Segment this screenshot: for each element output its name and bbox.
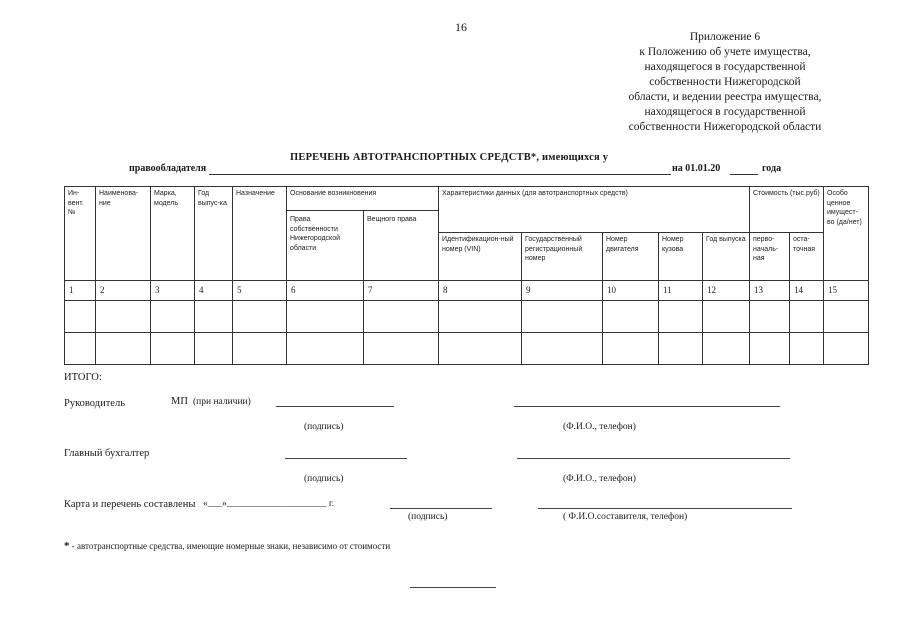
- accountant-fio-caption: (Ф.И.О., телефон): [563, 474, 636, 484]
- column-number: 7: [364, 281, 439, 301]
- table-row: [65, 333, 869, 365]
- header-cost-residual: оста-точная: [790, 233, 824, 281]
- stamp-note: (при наличии): [193, 397, 251, 407]
- compiled-label: Карта и перечень составлены: [64, 499, 196, 510]
- column-number: 1: [65, 281, 96, 301]
- header-cost: Стоимость (тыс.руб): [750, 187, 824, 233]
- footnote-marker: *: [64, 540, 70, 552]
- head-fio-line: [514, 406, 780, 407]
- header-body-number: Номер кузова: [659, 233, 703, 281]
- column-number: 5: [233, 281, 287, 301]
- appendix-line: находящегося в государственной: [644, 106, 806, 118]
- header-cost-initial: перво-началь-ная: [750, 233, 790, 281]
- accountant-label: Главный бухгалтер: [64, 448, 150, 459]
- page-number: 16: [455, 20, 467, 34]
- column-number: 2: [96, 281, 151, 301]
- date-fill-line: [730, 174, 758, 175]
- head-signature-line: [276, 406, 394, 407]
- column-number: 13: [750, 281, 790, 301]
- header-especially-valuable: Особо ценное имущест-во (да/нет): [824, 187, 869, 281]
- header-basis: Основание возникновения: [287, 187, 439, 211]
- column-number: 3: [151, 281, 195, 301]
- header-inventory-number: Ин-вент. №: [65, 187, 96, 281]
- compiled-date: «___»_____________________ г.: [203, 499, 335, 509]
- column-number: 14: [790, 281, 824, 301]
- column-number: 9: [522, 281, 603, 301]
- total-label: ИТОГО:: [64, 372, 102, 383]
- owner-label: правообладателя: [129, 163, 207, 174]
- head-signature-caption: (подпись): [304, 422, 344, 432]
- table-row: [65, 301, 869, 333]
- header-purpose: Назначение: [233, 187, 287, 281]
- compiler-fio-caption: ( Ф.И.О.составителя, телефон): [563, 512, 688, 522]
- accountant-fio-line: [517, 458, 790, 459]
- column-number: 11: [659, 281, 703, 301]
- header-brand-model: Марка, модель: [151, 187, 195, 281]
- column-number: 4: [195, 281, 233, 301]
- header-basis-real-right: Вещного права: [364, 211, 439, 281]
- appendix-line: находящегося в государственной: [644, 61, 806, 73]
- appendix-line: к Положению об учете имущества,: [639, 46, 811, 58]
- date-label: на 01.01.20: [672, 163, 721, 174]
- header-vin: Идентификацион-ный номер (VIN): [439, 233, 522, 281]
- footnote: [64, 540, 390, 552]
- header-year-of-issue: Год выпуска: [703, 233, 750, 281]
- head-label: Руководитель: [64, 398, 125, 409]
- header-basis-ownership: Права собственности Нижегородской области: [287, 211, 364, 281]
- appendix-header: [600, 30, 850, 135]
- column-number: 10: [603, 281, 659, 301]
- column-number: 15: [824, 281, 869, 301]
- compiler-signature-line: [390, 508, 492, 509]
- column-number-row: [65, 281, 869, 301]
- head-fio-caption: (Ф.И.О., телефон): [563, 422, 636, 432]
- header-characteristics: Характеристики данных (для автотранспортных средств): [439, 187, 750, 233]
- year-label: года: [762, 163, 782, 174]
- header-registration-number: Государственный регистрационный номер: [522, 233, 603, 281]
- appendix-line: собственности Нижегородской: [649, 76, 801, 88]
- footnote-text: - автотранспортные средства, имеющие номерные знаки, независимо от стоимости: [71, 541, 391, 551]
- column-number: 12: [703, 281, 750, 301]
- column-number: 6: [287, 281, 364, 301]
- owner-fill-line: [209, 174, 671, 175]
- stamp-label: МП: [171, 396, 188, 407]
- appendix-line: Приложение 6: [689, 31, 761, 43]
- header-year: Год выпус-ка: [195, 187, 233, 281]
- column-number: 8: [439, 281, 522, 301]
- bottom-divider: [410, 587, 496, 588]
- document-title: ПЕРЕЧЕНЬ АВТОТРАНСПОРТНЫХ СРЕДСТВ*, имеющихся у: [290, 152, 609, 163]
- compiler-fio-line: [538, 508, 792, 509]
- appendix-line: собственности Нижегородской области: [628, 121, 822, 133]
- header-engine-number: Номер двигателя: [603, 233, 659, 281]
- compiler-signature-caption: (подпись): [408, 512, 448, 522]
- accountant-signature-line: [285, 458, 407, 459]
- accountant-signature-caption: (подпись): [304, 474, 344, 484]
- header-name: Наименова-ние: [96, 187, 151, 281]
- appendix-line: области, и ведении реестра имущества,: [628, 91, 822, 103]
- vehicles-table: [64, 186, 869, 365]
